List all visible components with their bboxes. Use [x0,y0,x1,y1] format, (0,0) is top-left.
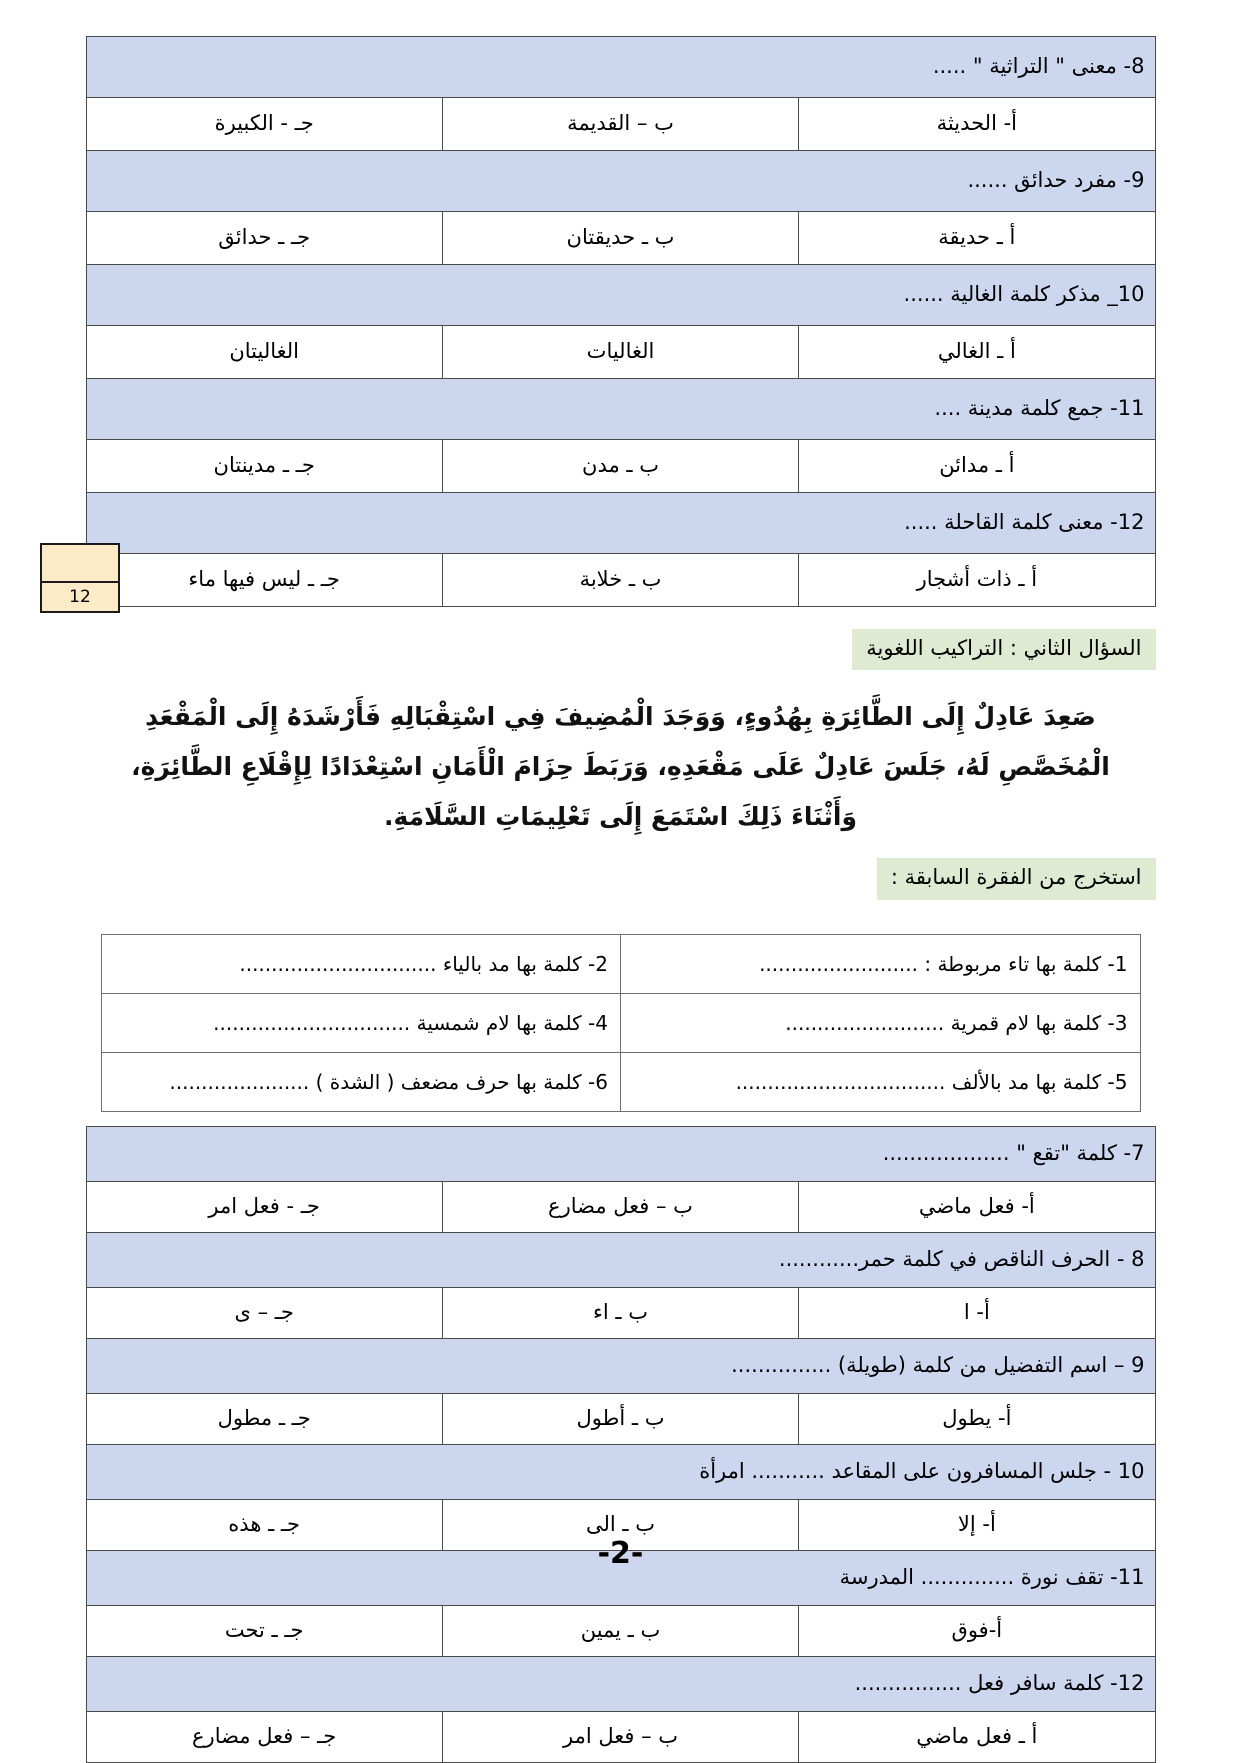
extraction-row [101,934,1140,993]
bottom-option-b-9[interactable]: ب ـ أطول [442,1393,798,1444]
bottom-option-a-8[interactable]: أ- ا [799,1287,1155,1338]
passage-line-1: صَعِدَ عَادِلٌ إِلَى الطَّائِرَةِ بِهُدُوءٍ، وَوَجَدَ الْمُضِيفَ فِي اسْتِقْبَالِهِ فَأَرْشَدَهُ إِلَى الْمَقْعَدِ [145,702,1096,732]
extraction-table [101,934,1141,1112]
options-row [86,1287,1155,1338]
question-prompt-8: 8- معنى " التراثية " ..... [86,37,1155,98]
bottom-question-prompt-7: 7- كلمة "تقع " ................... [86,1126,1155,1181]
extraction-label-2: 2- كلمة بها مد بالياء [442,951,608,976]
bottom-option-b-10[interactable]: ب ـ الى [442,1499,798,1550]
worksheet-page [0,36,1241,1749]
extract-instruction: استخرج من الفقرة السابقة : [877,858,1156,899]
option-a-11[interactable]: أ ـ مدائن [799,440,1155,493]
question-row [86,37,1155,98]
extraction-dots-3: ......................... [785,1010,945,1035]
bottom-option-b-11[interactable]: ب ـ يمين [442,1605,798,1656]
question-row [86,1338,1155,1393]
options-row [86,1181,1155,1232]
option-c-10[interactable]: الغاليتان [86,326,442,379]
extraction-cell-2[interactable] [101,934,621,993]
bottom-option-a-7[interactable]: أ- فعل ماضي [799,1181,1155,1232]
options-row [86,1393,1155,1444]
bottom-option-c-7[interactable]: جـ - فعل امر [86,1181,442,1232]
bottom-option-c-12[interactable]: جـ – فعل مضارع [86,1711,442,1762]
option-b-8[interactable]: ب – القديمة [442,98,798,151]
extraction-cell-4[interactable] [101,993,621,1052]
option-a-9[interactable]: أ ـ حديقة [799,212,1155,265]
option-b-9[interactable]: ب ـ حديقتان [442,212,798,265]
question-row [86,265,1155,326]
question-row [86,151,1155,212]
bottom-question-prompt-10: 10 - جلس المسافرون على المقاعد ........... امرأة [86,1444,1155,1499]
extract-instruction-row [86,858,1156,899]
extraction-row [101,1052,1140,1111]
options-row [86,212,1155,265]
bottom-option-c-10[interactable]: جـ ـ هذه [86,1499,442,1550]
bottom-option-b-8[interactable]: ب ـ اء [442,1287,798,1338]
bottom-option-c-11[interactable]: جـ ـ تحت [86,1605,442,1656]
extraction-cell-3[interactable] [621,993,1141,1052]
extraction-dots-5: ................................. [735,1069,946,1094]
bottom-option-a-9[interactable]: أ- يطول [799,1393,1155,1444]
reading-passage [121,692,1121,842]
question-prompt-10: 10_ مذكر كلمة الغالية ...... [86,265,1155,326]
extraction-dots-2: ............................... [239,951,437,976]
option-c-12[interactable]: جـ ـ ليس فيها ماء [86,554,442,607]
option-c-11[interactable]: جـ ـ مدينتان [86,440,442,493]
options-row [86,98,1155,151]
option-a-8[interactable]: أ- الحديثة [799,98,1155,151]
extraction-label-3: 3- كلمة بها لام قمرية [950,1010,1128,1035]
top-mcq-table [86,36,1156,607]
bottom-question-prompt-8: 8 - الحرف الناقص في كلمة حمر............ [86,1232,1155,1287]
extraction-dots-1: ......................... [759,951,918,976]
section-two-title: السؤال الثاني : التراكيب اللغوية [852,629,1155,670]
bottom-option-c-8[interactable]: جـ – ى [86,1287,442,1338]
score-box[interactable] [40,543,120,613]
question-row [86,1126,1155,1181]
bottom-question-prompt-12: 12- كلمة سافر فعل ................ [86,1656,1155,1711]
extraction-label-1: 1- كلمة بها تاء مربوطة : [924,951,1128,976]
bottom-option-a-11[interactable]: أ-فوق [799,1605,1155,1656]
question-prompt-11: 11- جمع كلمة مدينة .... [86,379,1155,440]
option-b-11[interactable]: ب ـ مدن [442,440,798,493]
extraction-cell-6[interactable] [101,1052,621,1111]
option-c-8[interactable]: جـ - الكبيرة [86,98,442,151]
extraction-cell-1[interactable] [621,934,1141,993]
question-prompt-9: 9- مفرد حدائق ...... [86,151,1155,212]
bottom-question-prompt-9: 9 – اسم التفضيل من كلمة (طويلة) ............... [86,1338,1155,1393]
options-row [86,1711,1155,1762]
options-row [86,554,1155,607]
options-row [86,440,1155,493]
extraction-label-5: 5- كلمة بها مد بالألف [951,1069,1128,1094]
option-b-12[interactable]: ب ـ خلابة [442,554,798,607]
option-a-10[interactable]: أ ـ الغالي [799,326,1155,379]
score-box-empty-slot[interactable] [42,545,118,583]
passage-line-2: الْمُخَصَّصِ لَهُ، جَلَسَ عَادِلٌ عَلَى مَقْعَدِهِ، وَرَبَطَ حِزَامَ الْأَمَانِ اسْتِعْدَادًا لِإِقْلَاعِ الطَّائِرَةِ، [131,752,1110,782]
question-row [86,1656,1155,1711]
bottom-option-b-12[interactable]: ب – فعل امر [442,1711,798,1762]
question-row [86,493,1155,554]
bottom-question-prompt-11: 11- تقف نورة .............. المدرسة [86,1550,1155,1605]
section-two-header-row [86,629,1156,670]
option-c-9[interactable]: جـ ـ حدائق [86,212,442,265]
question-prompt-12: 12- معنى كلمة القاحلة ..... [86,493,1155,554]
option-a-12[interactable]: أ ـ ذات أشجار [799,554,1155,607]
passage-line-3: وَأَثْنَاءَ ذَلِكَ اسْتَمَعَ إِلَى تَعْلِيمَاتِ السَّلَامَةِ. [383,802,858,832]
extraction-label-4: 4- كلمة بها لام شمسية [416,1010,608,1035]
bottom-option-a-12[interactable]: أ ـ فعل ماضي [799,1711,1155,1762]
bottom-mcq-table [86,1126,1156,1763]
extraction-dots-6: ...................... [169,1069,310,1094]
extraction-label-6: 6- كلمة بها حرف مضعف ( الشدة ) [315,1069,608,1094]
bottom-option-b-7[interactable]: ب – فعل مضارع [442,1181,798,1232]
extraction-cell-5[interactable] [621,1052,1141,1111]
page-number: -2- [597,1536,644,1571]
bottom-option-c-9[interactable]: جـ ـ مطول [86,1393,442,1444]
options-row [86,1605,1155,1656]
question-row [86,1232,1155,1287]
options-row [86,326,1155,379]
bottom-option-a-10[interactable]: أ- إلا [799,1499,1155,1550]
score-box-total: 12 [69,587,91,607]
option-b-10[interactable]: الغاليات [442,326,798,379]
extraction-row [101,993,1140,1052]
question-row [86,1444,1155,1499]
extraction-dots-4: ............................... [213,1010,411,1035]
question-row [86,379,1155,440]
